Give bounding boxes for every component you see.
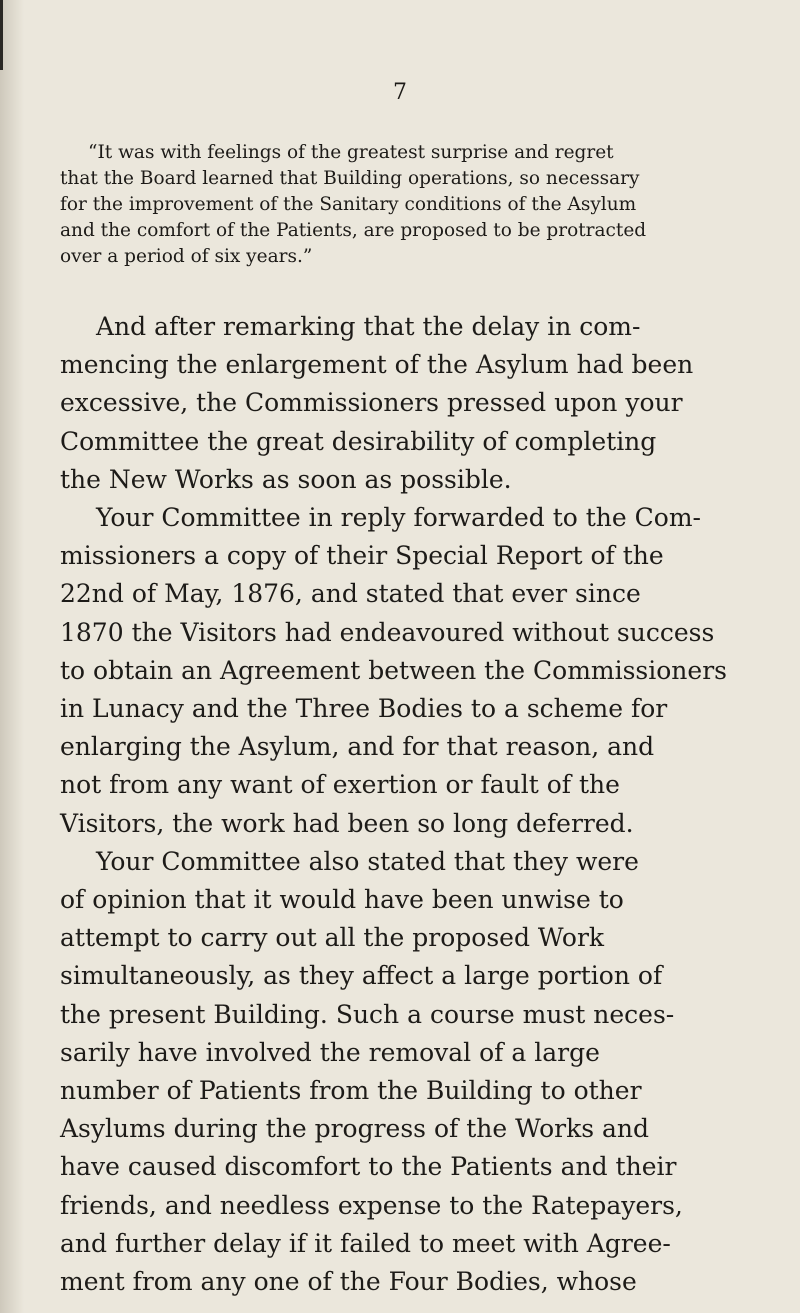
quoted-passage bbox=[60, 140, 748, 270]
quote-line: over a period of six years.” bbox=[60, 246, 313, 267]
page-number: 7 bbox=[393, 80, 407, 105]
binding-shadow bbox=[0, 0, 24, 1313]
body-line: number of Patients from the Building to other bbox=[60, 1076, 642, 1106]
body-line: not from any want of exertion or fault of the bbox=[60, 770, 620, 800]
body-line: missioners a copy of their Special Report of the bbox=[60, 541, 664, 571]
body-line: Committee the great desirability of completing bbox=[60, 426, 657, 456]
body-line: Your Committee also stated that they were bbox=[96, 846, 639, 876]
body-line: the present Building. Such a course must neces- bbox=[60, 999, 675, 1029]
body-line: And after remarking that the delay in com- bbox=[96, 312, 641, 341]
body-line: and further delay if it failed to meet with Agree- bbox=[60, 1228, 671, 1258]
body-line: excessive, the Commissioners pressed upon your bbox=[60, 388, 683, 418]
quote-line: and the comfort of the Patients, are proposed to be protracted bbox=[60, 220, 647, 241]
page-edge-line bbox=[0, 0, 3, 70]
body-line: mencing the enlargement of the Asylum had been bbox=[60, 350, 694, 380]
body-paragraphs bbox=[60, 308, 750, 1301]
body-line: have caused discomfort to the Patients and their bbox=[60, 1152, 677, 1182]
body-line: in Lunacy and the Three Bodies to a scheme for bbox=[60, 694, 668, 724]
quote-line: for the improvement of the Sanitary conditions of the Asylum bbox=[60, 194, 637, 215]
body-line: Asylums during the progress of the Works and bbox=[60, 1114, 650, 1144]
body-line: friends, and needless expense to the Ratepayers, bbox=[60, 1190, 683, 1220]
quote-line: that the Board learned that Building operations, so necessary bbox=[60, 168, 640, 189]
body-line: ment from any one of the Four Bodies, whose bbox=[60, 1267, 637, 1297]
body-line: to obtain an Agreement between the Commissioners bbox=[60, 655, 727, 685]
body-line: simultaneously, as they affect a large portion of bbox=[60, 961, 663, 991]
body-line: attempt to carry out all the proposed Work bbox=[60, 923, 605, 953]
body-line: enlarging the Asylum, and for that reason, and bbox=[60, 732, 655, 762]
body-line: Visitors, the work had been so long deferred. bbox=[60, 808, 634, 838]
body-line: 22nd of May, 1876, and stated that ever since bbox=[60, 579, 641, 609]
quote-line: “It was with feelings of the greatest surprise and regret bbox=[88, 142, 614, 163]
body-line: 1870 the Visitors had endeavoured without success bbox=[60, 617, 715, 647]
body-line: Your Committee in reply forwarded to the Com- bbox=[96, 503, 701, 533]
body-line: of opinion that it would have been unwise to bbox=[60, 885, 624, 915]
body-line: sarily have involved the removal of a large bbox=[60, 1037, 600, 1067]
body-line: the New Works as soon as possible. bbox=[60, 464, 512, 494]
